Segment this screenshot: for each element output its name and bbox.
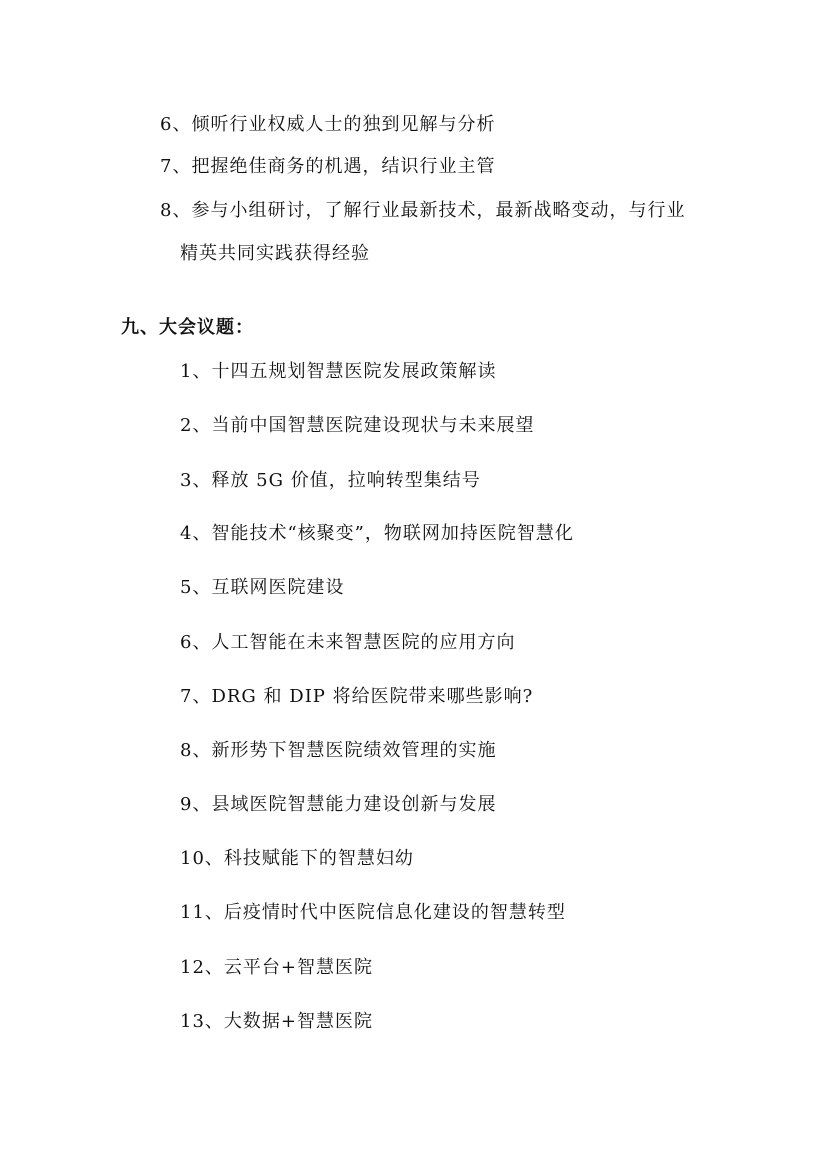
agenda-item: 12、云平台+智慧医院 — [180, 957, 373, 978]
agenda-item: 8、新形势下智慧医院绩效管理的实施 — [180, 740, 497, 761]
agenda-item: 9、县域医院智慧能力建设创新与发展 — [180, 794, 497, 815]
benefit-item-continuation: 精英共同实践获得经验 — [180, 243, 370, 264]
agenda-item: 1、十四五规划智慧医院发展政策解读 — [180, 361, 497, 382]
benefit-item: 7、把握绝佳商务的机遇，结识行业主管 — [160, 156, 496, 177]
agenda-item: 11、后疫情时代中医院信息化建设的智慧转型 — [180, 902, 566, 923]
agenda-item: 7、DRG 和 DIP 将给医院带来哪些影响? — [180, 686, 534, 707]
agenda-item: 13、大数据+智慧医院 — [180, 1011, 373, 1032]
benefit-item: 6、倾听行业权威人士的独到见解与分析 — [160, 114, 496, 135]
agenda-item: 2、当前中国智慧医院建设现状与未来展望 — [180, 415, 535, 436]
agenda-item: 3、释放 5G 价值，拉响转型集结号 — [180, 470, 481, 491]
agenda-item: 5、互联网医院建设 — [180, 577, 345, 598]
agenda-item: 4、智能技术“核聚变”，物联网加持医院智慧化 — [180, 523, 574, 544]
agenda-item: 6、人工智能在未来智慧医院的应用方向 — [180, 632, 516, 653]
benefit-item: 8、参与小组研讨，了解行业最新技术，最新战略变动，与行业 — [160, 200, 686, 221]
agenda-item: 10、科技赋能下的智慧妇幼 — [180, 848, 414, 869]
section-heading: 九、大会议题： — [121, 317, 254, 338]
